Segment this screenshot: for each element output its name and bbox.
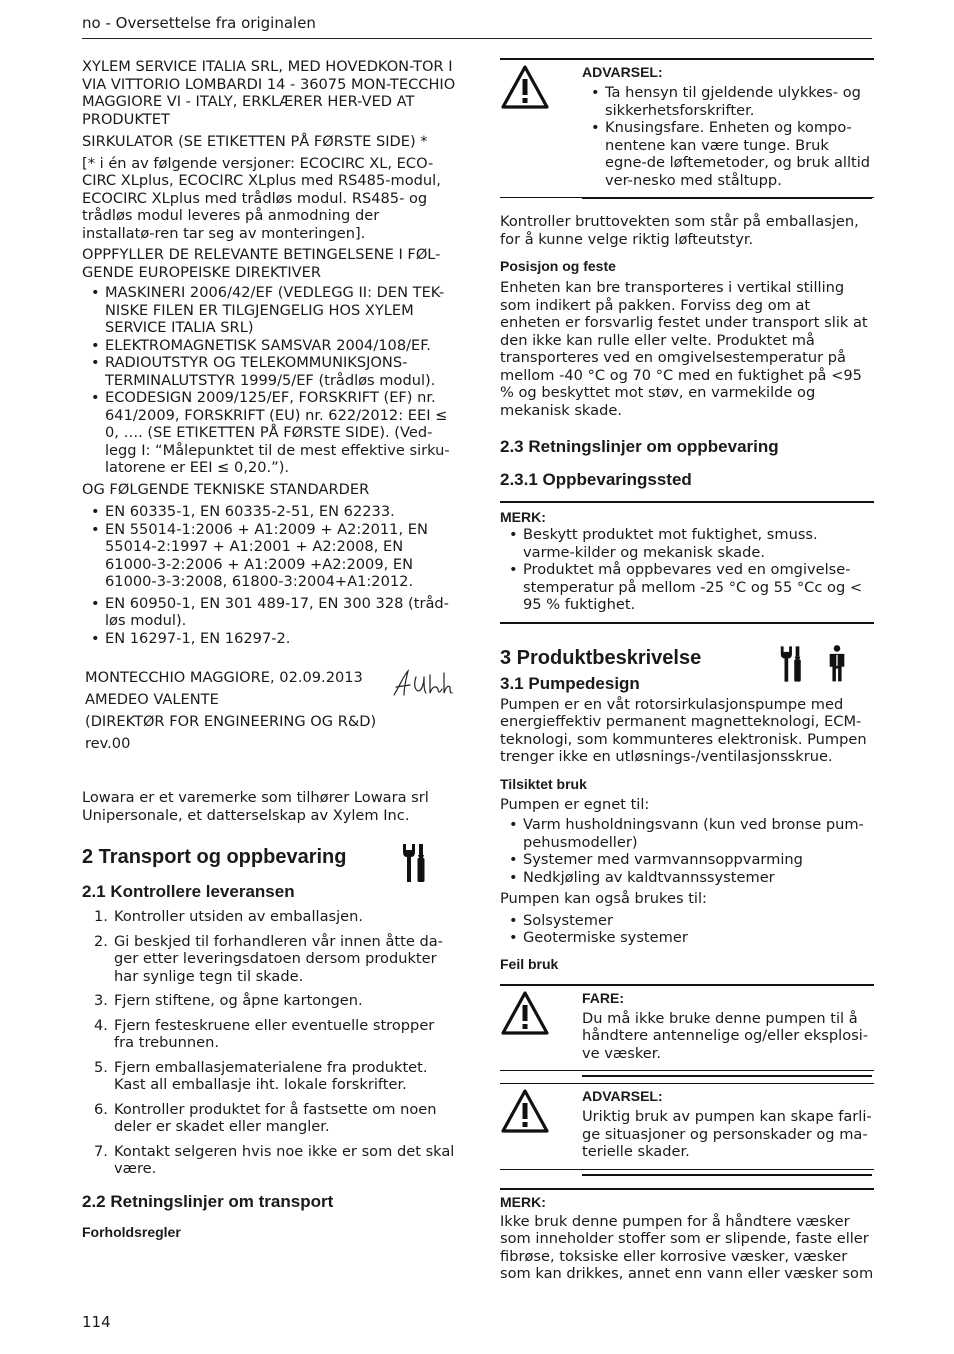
- misuse-title: Feil bruk: [500, 955, 559, 972]
- section-3-title: 3 Produktbeskrivelse: [500, 646, 702, 669]
- list-item: 2. Gi beskjed til forhandleren vår innen åtte da-ger etter leveringsdatoen dersom produkter har synlige tegn til skade.: [94, 932, 443, 985]
- list-item: • EN 16297-1, EN 16297-2.: [82, 630, 456, 648]
- signature-rev: rev.00: [85, 735, 131, 752]
- signature-place-date: MONTECCHIO MAGGIORE, 02.09.2013: [85, 669, 363, 686]
- signature-role: (DIREKTØR FOR ENGINEERING OG R&D): [85, 713, 377, 730]
- tools-icon: [400, 842, 428, 884]
- note-box: [500, 501, 874, 624]
- page-header: no - Oversettelse fra originalen: [82, 14, 316, 32]
- declaration-product: SIRKULATOR (SE ETIKETTEN PÅ FØRSTE SIDE) *: [82, 133, 428, 150]
- section-2-3-1-title: 2.3.1 Oppbevaringssted: [500, 470, 692, 489]
- standards-title: OG FØLGENDE TEKNISKE STANDARDER: [82, 480, 370, 498]
- list-item: • RADIOUTSTYR OG TELEKOMMUNIKSJONS-TERMINALUTSTYR 1999/5/EF (trådløs modul).: [82, 354, 456, 389]
- list-item: • EN 60335-1, EN 60335-2-51, EN 62233.: [82, 503, 456, 521]
- list-item: • Produktet må oppbevares ved en omgivelse-stemperatur på mellom -25 °C og 55 °Cc og < 95 % fuktighet.: [500, 561, 874, 614]
- intended-use-title: Tilsiktet bruk: [500, 775, 587, 792]
- left-column: [82, 58, 456, 1241]
- warning-box: [500, 58, 874, 198]
- also-for-text: Pumpen kan også brukes til:: [500, 890, 707, 907]
- list-item: • ELEKTROMAGNETISK SAMSVAR 2004/108/EF.: [82, 337, 456, 355]
- suited-for-text: Pumpen er egnet til:: [500, 795, 650, 813]
- danger-label: FARE:: [582, 989, 624, 1006]
- gross-weight-text: Kontroller bruttovekten som står på emballasjen, for å kunne velge riktig løfteutstyr.: [500, 213, 859, 248]
- position-text: Enheten kan bre transporteres i vertikal stilling som indikert på pakken. Forviss deg om at enheten er forsvarlig festet under transport slik at den ikke kan rulle eller velte. Produktet må transporteres ved en omgivelsestemperatur på mellom -40 °C og 70 °C med en fuktighet på <95 % og beskyttet mot støv, en varmekilde og mekanisk skade.: [500, 279, 868, 419]
- list-item: 4. Fjern festeskruene eller eventuelle stropper fra trebunnen.: [94, 1016, 435, 1051]
- intended-uses-list: [500, 816, 874, 886]
- section-2-2-title: 2.2 Retningslinjer om transport: [82, 1191, 334, 1211]
- pump-design-text: Pumpen er en våt rotorsirkulasjonspumpe med energieffektiv permanent magnetteknologi, ECM-teknologi, som kommunteres elektronisk. Pumpen trenger ikke en utløsnings-/ventilasjonsskrue.: [500, 695, 867, 765]
- position-title: Posisjon og feste: [500, 258, 616, 274]
- list-item: 6. Kontroller produktet for å fastsette om noen deler er skadet eller mangler.: [94, 1100, 437, 1135]
- list-item: • Solsystemer: [500, 912, 874, 930]
- signature-block: [82, 667, 456, 755]
- list-item: • Ta hensyn til gjeldende ulykkes- og sikkerhetsforskrifter.: [582, 84, 874, 119]
- list-item: 7. Kontakt selgeren hvis noe ikke er som det skal være.: [94, 1142, 455, 1177]
- precautions-title: Forholdsregler: [82, 1223, 181, 1240]
- standards-list: [82, 503, 456, 647]
- list-item: • Geotermiske systemer: [500, 929, 874, 947]
- warning-triangle-icon: [500, 990, 550, 1036]
- note-label: MERK:: [500, 509, 546, 525]
- page-number: 114: [82, 1313, 111, 1331]
- tools-icon: [778, 644, 804, 684]
- list-item: • EN 55014-1:2006 + A1:2009 + A2:2011, EN 55014-2:1997 + A1:2001 + A2:2008, EN 61000-3-2:2006 + A1:2009 +A2:2009, EN 61000-3-3:2008, 61800-3:2004+A1:2012.: [82, 521, 456, 591]
- list-item: 3. Fjern stiftene, og åpne kartongen.: [94, 992, 363, 1009]
- list-item: • Systemer med varmvannsoppvarming: [500, 851, 874, 869]
- warning-triangle-icon: [500, 64, 550, 110]
- list-item: 5. Fjern emballasjematerialene fra produktet. Kast all emballasje iht. lokale forskrifter.: [94, 1058, 428, 1093]
- danger-box: [500, 984, 874, 1072]
- note-list: [500, 526, 874, 614]
- person-icon: [826, 644, 848, 684]
- warning-box: [500, 1083, 874, 1170]
- note-box: [500, 1188, 874, 1283]
- section-3-heading: [500, 646, 874, 678]
- danger-text: Du må ikke bruke denne pumpen til å håndtere antennelige og/eller eksplosi-ve væsker.: [582, 1009, 869, 1062]
- signature-name: AMEDEO VALENTE: [85, 691, 219, 708]
- list-item: 1. Kontroller utsiden av emballasjen.: [94, 908, 364, 925]
- section-2-3-title: 2.3 Retningslinjer om oppbevaring: [500, 437, 779, 456]
- header-divider: [82, 38, 872, 39]
- list-item: • Knusingsfare. Enheten og kompo-nentene kan være tunge. Bruk egne-de løftemetoder, og bruk alltid ver-nesko med ståltupp.: [582, 119, 874, 189]
- declaration-intro: XYLEM SERVICE ITALIA SRL, MED HOVEDKON-TOR I VIA VITTORIO LOMBARDI 14 - 36075 MON-TECCHIO MAGGIORE VI - ITALY, ERKLÆRER HER-VED AT PRODUKTET: [82, 58, 456, 128]
- list-item: • Nedkjøling av kaldtvannssystemer: [500, 869, 874, 887]
- handwritten-signature: [390, 667, 454, 701]
- section-2-heading: [82, 845, 456, 885]
- list-item: • ECODESIGN 2009/125/EF, FORSKRIFT (EF) nr. 641/2009, FORSKRIFT (EU) nr. 622/2012: EEI ≤ 0, …. (SE ETIKETTEN PÅ FØRSTE SIDE). (Ved-legg I: “Målepunktet til de mest effektive sirku-latorene er EEI ≤ 0,20.”).: [82, 389, 456, 477]
- warning-list: [582, 84, 874, 189]
- declaration-versions: [* i én av følgende versjoner: ECOCIRC XL, ECO-CIRC XLplus, ECOCIRC XLplus med RS485-modul, ECOCIRC XLplus med trådløs modul. RS485- og trådløs modul leveres på anmodning der installatø-ren tar seg av monteringen].: [82, 154, 441, 242]
- note-label: MERK:: [500, 1193, 546, 1210]
- warning-triangle-icon: [500, 1088, 550, 1134]
- right-column: [500, 58, 874, 1283]
- additional-uses-list: [500, 912, 874, 947]
- section-2-title: 2 Transport og oppbevaring: [82, 846, 347, 868]
- warning-label: ADVARSEL:: [582, 1088, 663, 1104]
- list-item: • Varm husholdningsvann (kun ved bronse pum-pehusmodeller): [500, 816, 874, 851]
- warning-label: ADVARSEL:: [582, 64, 663, 80]
- list-item: • EN 60950-1, EN 301 489-17, EN 300 328 (tråd-løs modul).: [82, 595, 456, 630]
- note-text: Ikke bruk denne pumpen for å håndtere væsker som inneholder stoffer som er slipende, faste eller fibrøse, toksiske eller korrosive væsker, væsker som kan drikkes, annet enn vann eller væsker som: [500, 1212, 874, 1282]
- section-3-1-title: 3.1 Pumpedesign: [500, 673, 640, 693]
- section-2-1-title: 2.1 Kontrollere leveransen: [82, 882, 295, 901]
- list-item: • Beskytt produktet mot fuktighet, smuss. varme-kilder og mekanisk skade.: [500, 526, 874, 561]
- trademark-note: Lowara er et varemerke som tilhører Lowara srl Unipersonale, et datterselskap av Xylem Inc.: [82, 789, 429, 824]
- directives-list: [82, 284, 456, 477]
- list-item: • MASKINERI 2006/42/EF (VEDLEGG II: DEN TEK-NISKE FILEN ER TILGJENGELIG HOS XYLEM SERVICE ITALIA SRL): [82, 284, 456, 337]
- declaration-fulfils: OPPFYLLER DE RELEVANTE BETINGELSENE I FØL-GENDE EUROPEISKE DIREKTIVER: [82, 246, 441, 281]
- delivery-check-steps: [82, 908, 456, 1178]
- warning-text: Uriktig bruk av pumpen kan skape farli-ge situasjoner og personskader og ma-terielle skader.: [582, 1108, 872, 1160]
